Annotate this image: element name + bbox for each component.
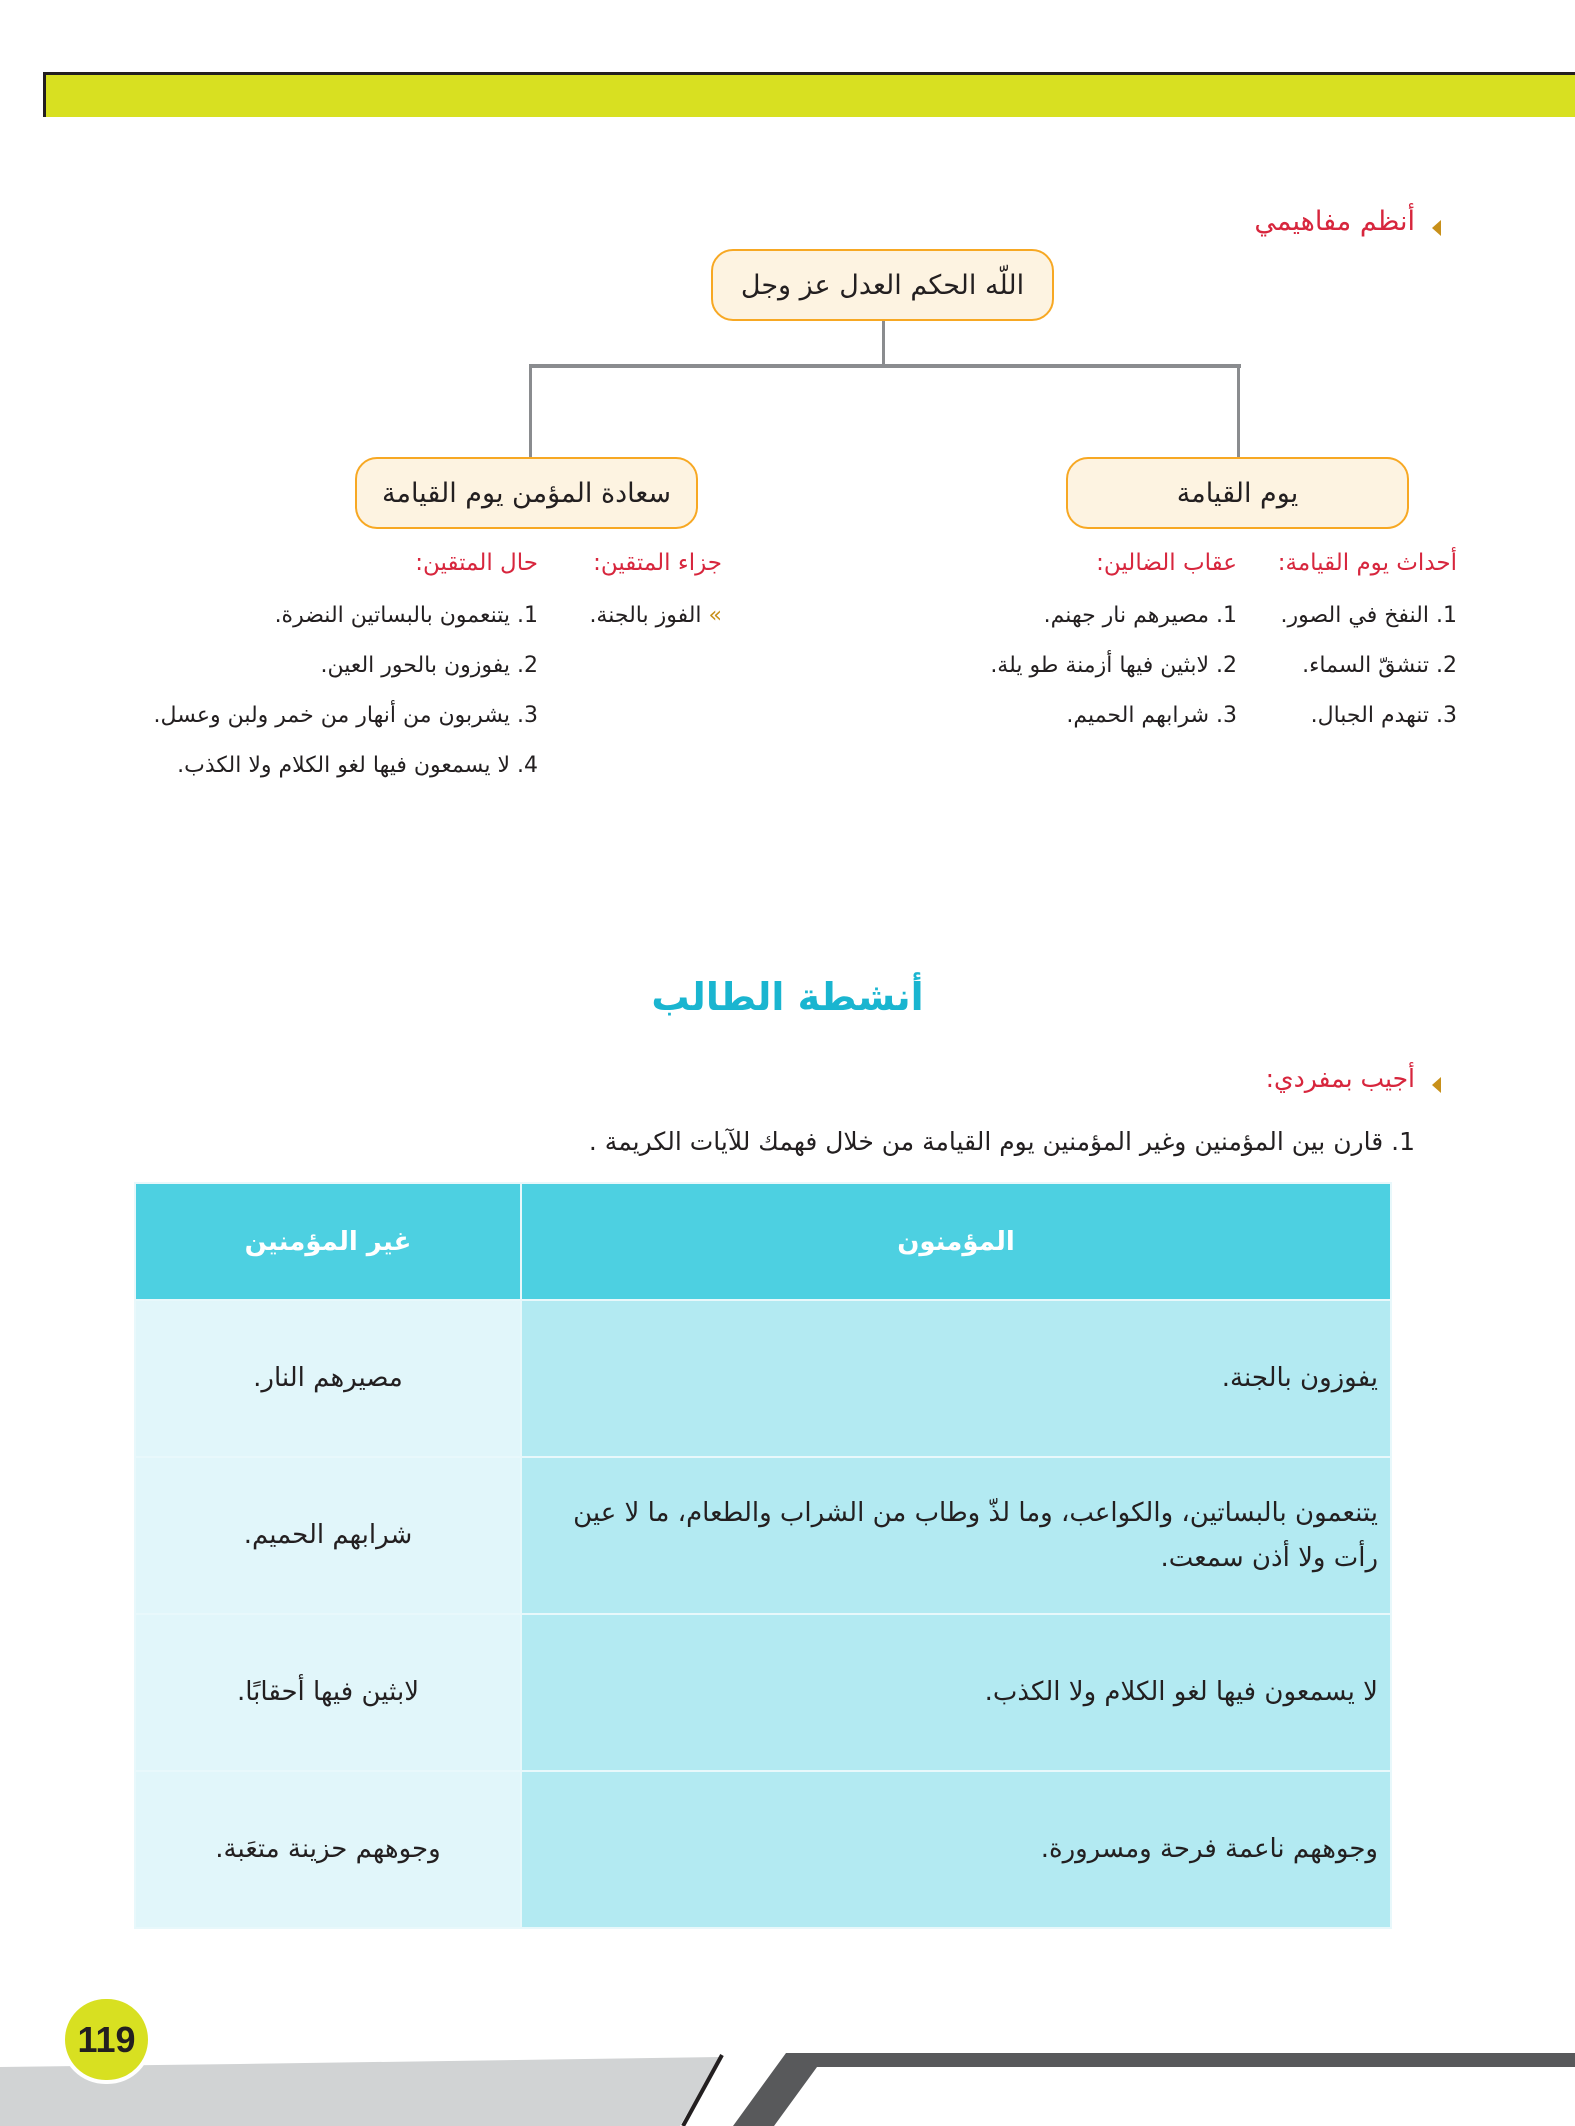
activities-title: أنشطة الطالب <box>651 975 924 1019</box>
right-concept-label: يوم القيامة <box>1176 477 1299 509</box>
state-item: 4. لا يسمعون فيها لغو الكلام ولا الكذب. <box>177 753 538 778</box>
connector-line <box>882 321 885 366</box>
punishment-label: عقاب الضالين: <box>1096 550 1237 576</box>
left-concept-label: سعادة المؤمن يوم القيامة <box>382 477 671 509</box>
table-row <box>135 1771 1391 1928</box>
punishment-item: 3. شرابهم الحميم. <box>1066 703 1237 728</box>
page-number: 119 <box>61 1995 152 2084</box>
events-item: 2. تنشقّ السماء. <box>1302 653 1457 678</box>
cell-non-believers: مصيرهم النار. <box>135 1300 521 1457</box>
cell-believers: لا يسمعون فيها لغو الكلام ولا الكذب. <box>521 1614 1391 1771</box>
state-item: 2. يفوزون بالحور العين. <box>320 653 538 678</box>
table-header-row <box>135 1183 1391 1300</box>
punishment-item: 1. مصيرهم نار جهنم. <box>1043 603 1237 628</box>
right-concept-box <box>1066 457 1409 529</box>
events-item: 3. تنهدم الجبال. <box>1310 703 1457 728</box>
cell-believers: يتنعمون بالبساتين، والكواعب، وما لذّ وطاب من الشراب والطعام، ما لا عين رأت ولا أذن سمعت. <box>521 1457 1391 1614</box>
reward-label: جزاء المتقين: <box>593 550 722 576</box>
connector-line <box>1237 366 1240 457</box>
cell-believers: وجوههم ناعمة فرحة ومسرورة. <box>521 1771 1391 1928</box>
question-text: 1. قارن بين المؤمنين وغير المؤمنين يوم القيامة من خلال فهمك للآيات الكريمة . <box>588 1127 1415 1156</box>
triangle-marker-icon <box>1432 1077 1441 1093</box>
bullet-icon: » <box>708 603 722 628</box>
state-item: 1. يتنعمون بالبساتين النضرة. <box>274 603 538 628</box>
concepts-heading: أنظم مفاهيمي <box>1254 206 1415 237</box>
left-concept-box <box>355 457 698 529</box>
root-concept-box <box>711 249 1054 321</box>
reward-item-text: الفوز بالجنة. <box>589 603 702 628</box>
comparison-table <box>134 1182 1392 1929</box>
cell-non-believers: شرابهم الحميم. <box>135 1457 521 1614</box>
table-row <box>135 1457 1391 1614</box>
cell-non-believers: لابثين فيها أحقابًا. <box>135 1614 521 1771</box>
events-label: أحداث يوم القيامة: <box>1277 550 1457 576</box>
table-row <box>135 1614 1391 1771</box>
state-item: 3. يشربون من أنهار من خمر ولبن وعسل. <box>153 703 538 728</box>
header-believers: المؤمنون <box>521 1183 1391 1300</box>
footer-decoration <box>0 2050 1575 2126</box>
reward-item <box>589 603 722 628</box>
header-non-believers: غير المؤمنين <box>135 1183 521 1300</box>
punishment-item: 2. لابثين فيها أزمنة طو يلة. <box>990 653 1237 678</box>
root-concept-label: اللّه الحكم العدل عز وجل <box>740 269 1025 301</box>
activities-subheading: أجيب بمفردي: <box>1265 1064 1415 1093</box>
triangle-marker-icon <box>1432 220 1441 236</box>
events-item: 1. النفخ في الصور. <box>1280 603 1457 628</box>
footer-dark-band <box>733 2053 1575 2126</box>
state-label: حال المتقين: <box>415 550 538 576</box>
table-row <box>135 1300 1391 1457</box>
header-bar <box>43 72 1575 117</box>
cell-non-believers: وجوههم حزينة متعَبة. <box>135 1771 521 1928</box>
connector-line <box>529 366 532 457</box>
cell-believers: يفوزون بالجنة. <box>521 1300 1391 1457</box>
connector-line <box>529 364 1241 368</box>
